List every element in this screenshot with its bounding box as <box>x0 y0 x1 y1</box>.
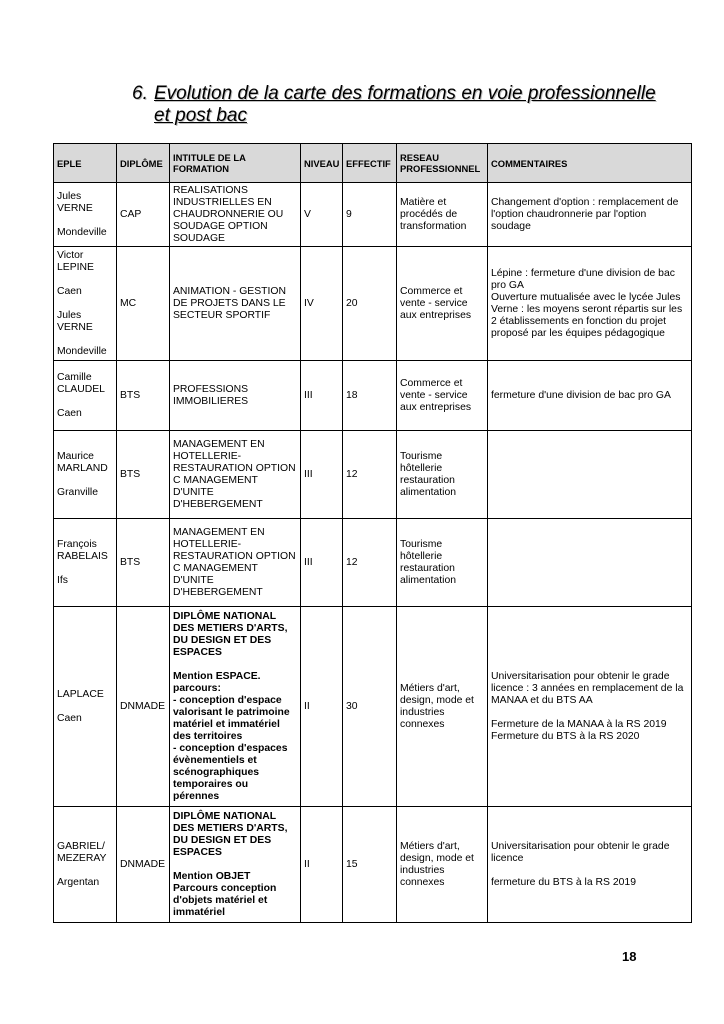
cell-eple <box>54 361 117 431</box>
intitule-parcours: Parcours conception d'objets matériel et immatériel <box>173 882 277 918</box>
cell-effectif: 12 <box>343 519 397 607</box>
cell-commentaire <box>488 519 692 607</box>
cell-niveau: III <box>301 519 343 607</box>
cell-effectif: 12 <box>343 431 397 519</box>
cell-commentaire: fermeture d'une division de bac pro GA <box>488 361 692 431</box>
eple-city: Argentan <box>57 876 100 888</box>
table-row <box>54 247 692 361</box>
section-title-line1: Evolution de la carte des formations en voie professionnelle <box>154 83 656 104</box>
header-diplome: DIPLÔME <box>117 144 170 183</box>
eple-city: Caen <box>57 285 82 297</box>
cell-intitule <box>170 807 301 923</box>
intitule-mention: Mention ESPACE. parcours: <box>173 670 261 694</box>
eple-city: Ifs <box>57 574 68 586</box>
cell-commentaire <box>488 431 692 519</box>
cell-niveau: V <box>301 183 343 247</box>
cell-eple <box>54 431 117 519</box>
intitule-title: DIPLÔME NATIONAL DES METIERS D'ARTS, DU DESIGN ET DES ESPACES <box>173 610 288 658</box>
eple-name: Camille CLAUDEL <box>57 371 105 395</box>
header-intitule: INTITULE DE LA FORMATION <box>170 144 301 183</box>
cell-intitule: MANAGEMENT EN HOTELLERIE-RESTAURATION OPTION C MANAGEMENT D'UNITE D'HEBERGEMENT <box>170 519 301 607</box>
cell-reseau: Commerce et vente - service aux entreprises <box>397 247 488 361</box>
formations-table <box>53 143 692 923</box>
cell-intitule: REALISATIONS INDUSTRIELLES EN CHAUDRONNERIE OU SOUDAGE OPTION SOUDAGE <box>170 183 301 247</box>
cell-commentaire <box>488 247 692 361</box>
eple-name-2: Jules VERNE <box>57 309 93 333</box>
eple-city: Caen <box>57 407 82 419</box>
cell-reseau: Métiers d'art, design, mode et industries connexes <box>397 807 488 923</box>
table-row <box>54 183 692 247</box>
cell-reseau: Métiers d'art, design, mode et industries connexes <box>397 607 488 807</box>
cell-eple <box>54 519 117 607</box>
cell-commentaire <box>488 807 692 923</box>
commentaire-line: fermeture du BTS à la RS 2019 <box>491 876 636 888</box>
cell-diplome: DNMADE <box>117 607 170 807</box>
cell-effectif: 9 <box>343 183 397 247</box>
cell-reseau: Commerce et vente - service aux entreprises <box>397 361 488 431</box>
commentaire-line: Universitarisation pour obtenir le grade licence : 3 années en remplacement de la MANAA et du BTS AA <box>491 670 684 706</box>
intitule-title: DIPLÔME NATIONAL DES METIERS D'ARTS, DU DESIGN ET DES ESPACES <box>173 810 288 858</box>
intitule-mention: Mention OBJET <box>173 870 251 882</box>
cell-diplome: BTS <box>117 361 170 431</box>
table-row <box>54 361 692 431</box>
cell-commentaire: Changement d'option : remplacement de l'option chaudronnerie par l'option soudage <box>488 183 692 247</box>
cell-effectif: 30 <box>343 607 397 807</box>
cell-niveau: III <box>301 431 343 519</box>
cell-reseau: Matière et procédés de transformation <box>397 183 488 247</box>
cell-diplome: BTS <box>117 431 170 519</box>
eple-name: François RABELAIS <box>57 538 108 562</box>
cell-eple <box>54 607 117 807</box>
cell-effectif: 20 <box>343 247 397 361</box>
eple-city: Mondeville <box>57 226 107 238</box>
cell-diplome: BTS <box>117 519 170 607</box>
table-header-row <box>54 144 692 183</box>
cell-effectif: 15 <box>343 807 397 923</box>
commentaire-line: Ouverture mutualisée avec le lycée Jules Verne : les moyens seront répartis sur les 2 établissements en fonction du projet proposé par les équipes pédagogique <box>491 291 683 339</box>
commentaire-line: Lépine : fermeture d'une division de bac pro GA <box>491 267 675 291</box>
eple-city-2: Mondeville <box>57 345 107 357</box>
cell-intitule: ANIMATION - GESTION DE PROJETS DANS LE SECTEUR SPORTIF <box>170 247 301 361</box>
table-row <box>54 807 692 923</box>
commentaire-line: Universitarisation pour obtenir le grade licence <box>491 840 670 864</box>
section-title <box>132 83 692 127</box>
eple-city: Granville <box>57 486 98 498</box>
cell-intitule <box>170 607 301 807</box>
section-title-line2: et post bac <box>154 105 247 126</box>
cell-intitule: PROFESSIONS IMMOBILIERES <box>170 361 301 431</box>
cell-reseau: Tourisme hôtellerie restauration alimentation <box>397 431 488 519</box>
cell-niveau: III <box>301 361 343 431</box>
cell-niveau: II <box>301 807 343 923</box>
cell-eple <box>54 807 117 923</box>
eple-name: GABRIEL/ MEZERAY <box>57 840 107 864</box>
table-row <box>54 431 692 519</box>
cell-effectif: 18 <box>343 361 397 431</box>
eple-name: Jules VERNE <box>57 190 93 214</box>
cell-eple <box>54 183 117 247</box>
commentaire-line: Fermeture de la MANAA à la RS 2019 <box>491 718 667 730</box>
cell-intitule: MANAGEMENT EN HOTELLERIE-RESTAURATION OPTION C MANAGEMENT D'UNITE D'HEBERGEMENT <box>170 431 301 519</box>
eple-name: Maurice MARLAND <box>57 450 108 474</box>
table-row <box>54 519 692 607</box>
eple-name: Victor LEPINE <box>57 249 94 273</box>
table-row <box>54 607 692 807</box>
header-eple: EPLE <box>54 144 117 183</box>
cell-reseau: Tourisme hôtellerie restauration alimentation <box>397 519 488 607</box>
cell-niveau: IV <box>301 247 343 361</box>
cell-niveau: II <box>301 607 343 807</box>
section-number: 6. <box>132 83 148 104</box>
cell-diplome: MC <box>117 247 170 361</box>
header-effectif: EFFECTIF <box>343 144 397 183</box>
eple-name: LAPLACE <box>57 688 104 700</box>
cell-diplome: CAP <box>117 183 170 247</box>
cell-commentaire <box>488 607 692 807</box>
cell-diplome: DNMADE <box>117 807 170 923</box>
header-commentaires: COMMENTAIRES <box>488 144 692 183</box>
header-niveau: NIVEAU <box>301 144 343 183</box>
cell-eple <box>54 247 117 361</box>
intitule-parcours: - conception d'espaces évènementiels et scénographiques temporaires ou pérennes <box>173 742 288 802</box>
eple-city: Caen <box>57 712 82 724</box>
header-reseau: RESEAU PROFESSIONNEL <box>397 144 488 183</box>
page-number: 18 <box>622 949 637 964</box>
commentaire-line: Fermeture du BTS à la RS 2020 <box>491 730 640 742</box>
intitule-parcours: - conception d'espace valorisant le patrimoine matériel et immatériel des territoires <box>173 694 290 742</box>
